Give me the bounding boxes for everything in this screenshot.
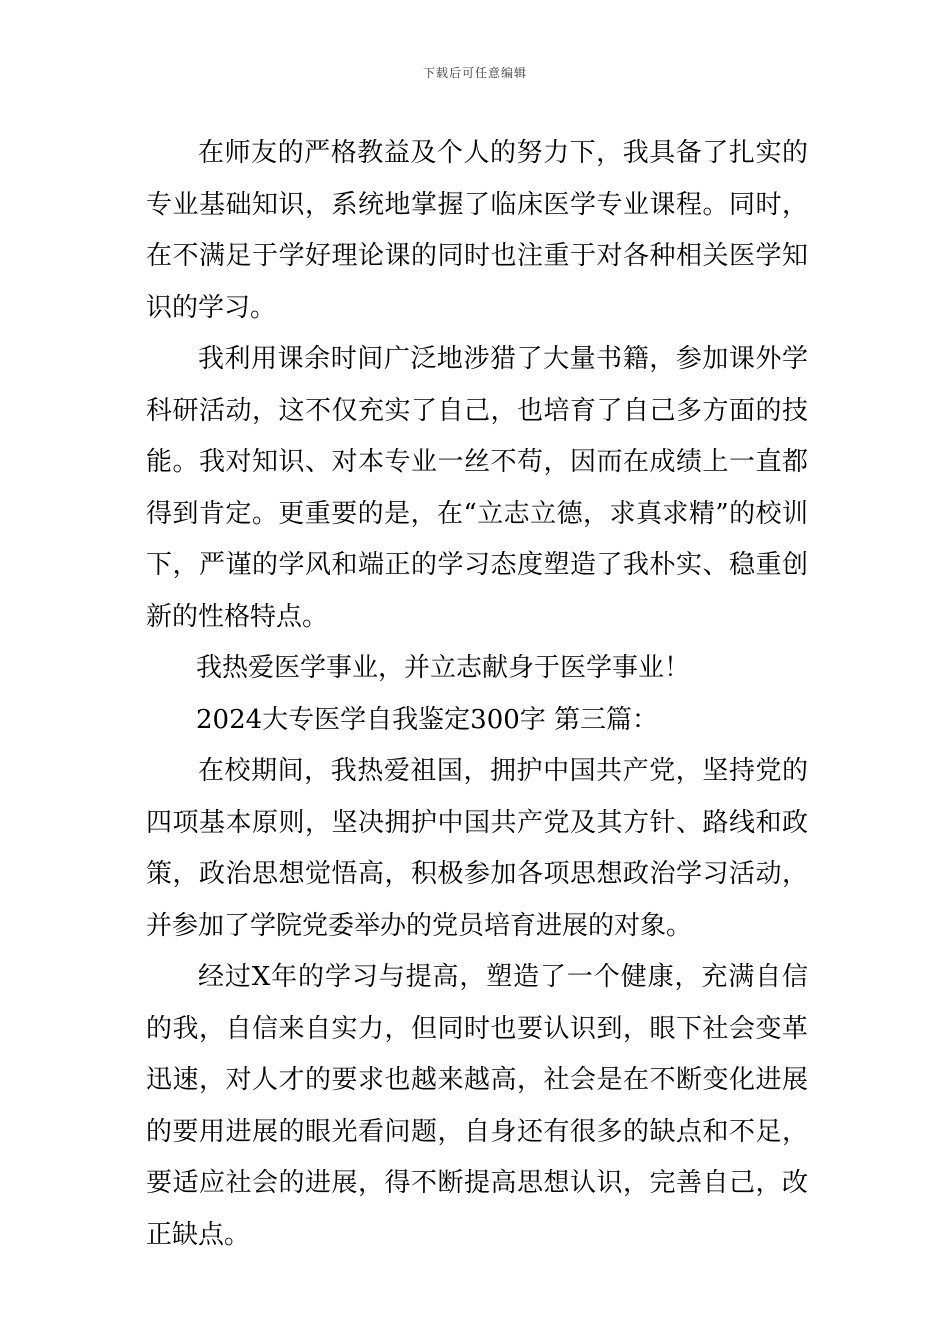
page-header-note: 下载后可任意编辑	[422, 66, 527, 80]
paragraph-2: 我利用课余时间广泛地涉猎了大量书籍，参加课外学科研活动，这不仅充实了自己，也培育了自己多方面的技能。我对知识、对本专业一丝不苟，因而在成绩上一直都得到肯定。更重要的是，在“立志立德，求真求精”的校训下，严谨的学风和端正的学习态度塑造了我朴实、稳重创新的性格特点。	[146, 344, 808, 632]
section-title: 2024大专医学自我鉴定300字 第三篇：	[196, 704, 659, 735]
paragraph-3: 我热爱医学事业，并立志献身于医学事业！	[196, 653, 691, 683]
paragraph-5: 经过X年的学习与提高，塑造了一个健康，充满自信的我，自信来自实力，但同时也要认识到，眼下社会变革迅速，对人才的要求也越来越高，社会是在不断变化进展的要用进展的眼光看问题，自身还有很多的缺点和不足，要适应社会的进展，得不断提高思想认识，完善自己，改正缺点。	[146, 962, 808, 1250]
paragraph-4: 在校期间，我热爱祖国，拥护中国共产党，坚持党的四项基本原则，坚决拥护中国共产党及其方针、路线和政策，政治思想觉悟高，积极参加各项思想政治学习活动，并参加了学院党委举办的党员培育进展的对象。	[146, 756, 808, 941]
paragraph-1: 在师友的严格教益及个人的努力下，我具备了扎实的专业基础知识，系统地掌握了临床医学专业课程。同时，在不满足于学好理论课的同时也注重于对各种相关医学知识的学习。	[146, 138, 808, 323]
document-body	[146, 128, 808, 1261]
